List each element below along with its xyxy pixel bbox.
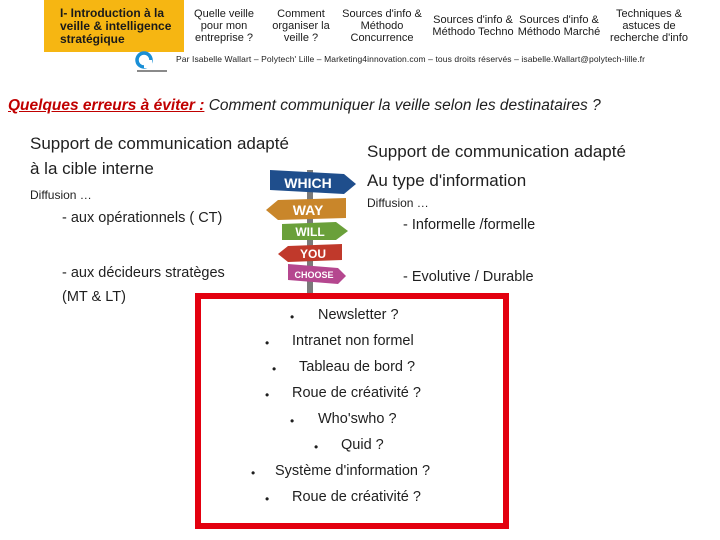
right-heading-line1: Support de communication adapté [367,142,626,161]
bullet-icon: • [314,440,319,454]
polytech-logo [134,50,174,76]
bullet-icon: • [290,414,295,428]
sign-you-text: YOU [299,247,327,261]
nav-tab-organiser[interactable]: Comment organiser la veille ? [272,8,330,44]
left-item-operationnels: - aux opérationnels ( CT) [62,210,223,226]
right-heading [367,137,626,195]
nav-tab-techno[interactable]: Sources d'info & Méthodo Techno [432,14,514,38]
box-item-quid: Quid ? [341,437,384,453]
left-heading [30,131,289,181]
left-diffusion-label: Diffusion … [30,188,92,202]
nav-tab-concurrence[interactable]: Sources d'info & Méthodo Concurrence [342,8,422,44]
bullet-icon: • [265,388,270,402]
sign-way-text: WAY [292,202,324,218]
right-item-evolutive: - Evolutive / Durable [403,269,534,285]
sign-which-text: WHICH [284,175,332,191]
right-item-informelle: - Informelle /formelle [403,217,536,233]
nav-tab-techniques[interactable]: Techniques & astuces de recherche d'info [610,8,688,44]
left-heading-line1: Support de communication adapté [30,134,289,153]
nav-tab-marche[interactable]: Sources d'info & Méthodo Marché [517,14,601,38]
bullet-icon: • [272,362,277,376]
right-diffusion-label: Diffusion … [367,196,429,210]
bullet-icon: • [251,466,256,480]
subtitle-highlight: Quelques erreurs à éviter : [8,97,205,114]
box-item-newsletter: Newsletter ? [318,307,399,323]
box-item-tableau-de-bord: Tableau de bord ? [299,359,416,375]
nav-tab-introduction[interactable]: I- Introduction à la veille & intelligence stratégique [44,0,184,52]
bullet-icon: • [265,492,270,506]
bullet-icon: • [265,336,270,350]
sign-will-text: WILL [295,225,325,239]
right-heading-line2: Au type d'information [367,171,527,190]
left-heading-line2: à la cible interne [30,159,154,178]
left-item-decideurs-term: (MT & LT) [62,289,126,305]
left-item-decideurs: - aux décideurs stratèges [62,265,225,281]
subtitle-rest: Comment communiquer la veille selon les destinataires ? [204,97,601,114]
box-item-roue-creativite: Roue de créativité ? [292,385,421,401]
nav-tab-quelle-veille[interactable]: Quelle veille pour mon entreprise ? [194,8,254,44]
box-item-whoswho: Who'swho ? [318,411,397,427]
box-item-systeme-information: Système d'information ? [275,463,431,479]
box-item-roue-creativite-2: Roue de créativité ? [292,489,421,505]
top-navigation [0,0,720,52]
signpost-illustration [258,160,362,295]
sign-choose-text: CHOOSE [294,270,334,280]
credit-line: Par Isabelle Wallart – Polytech' Lille – Marketing4innovation.com – tous droits réservés – isabelle.Wallart@polytech-lille.fr [176,54,646,64]
page-subtitle [8,97,601,115]
bullet-icon: • [290,310,295,324]
box-item-intranet: Intranet non formel [292,333,414,349]
